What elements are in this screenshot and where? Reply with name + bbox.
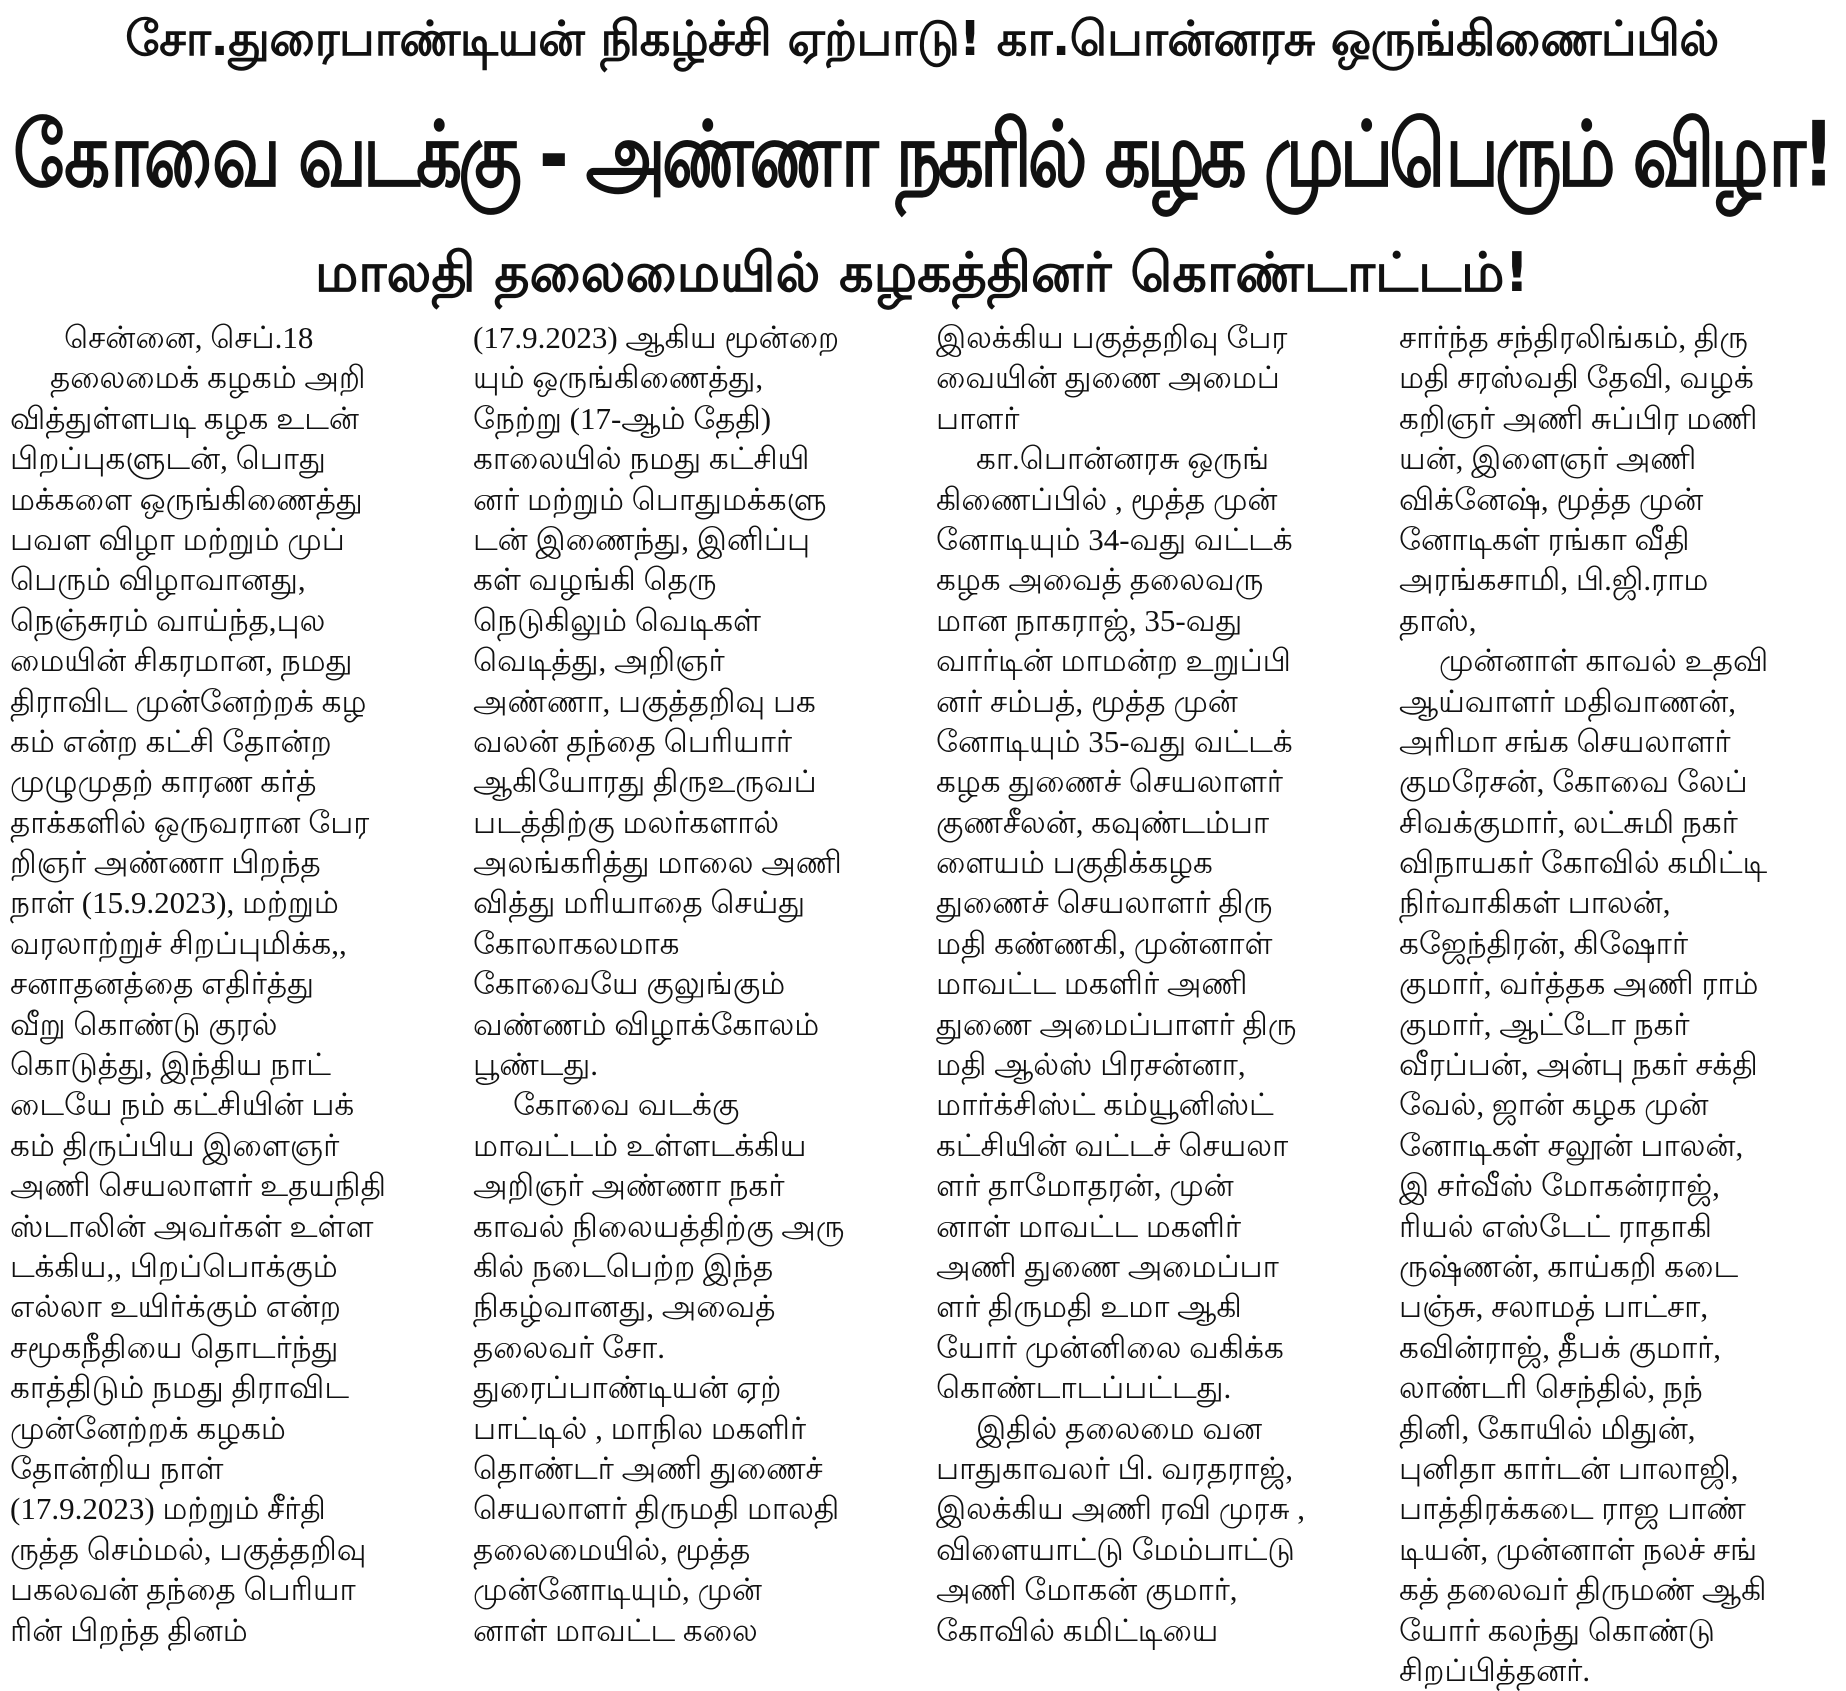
article-text-line: ருஷ்ணன், காய்கறி கடை <box>1399 1248 1739 1284</box>
article-text-line: காலையில் நமது கட்சியி <box>473 441 810 477</box>
article-text-line: விக்னேஷ், மூத்த முன் <box>1399 481 1704 517</box>
article-text-line: முன்னேற்றக் கழகம் <box>10 1410 286 1446</box>
article-text-line: பவள விழா மற்றும் முப் <box>10 521 345 557</box>
article-text-line: வெடித்து, அறிஞர் <box>473 643 725 679</box>
article-text-line: யன், இளைஞர் அணி <box>1399 441 1697 477</box>
article-text-line: அரங்கசாமி, பி.ஜி.ராம <box>1399 562 1709 598</box>
article-text-line: னாள் மாவட்ட மகளிர் <box>936 1208 1242 1244</box>
article-text-line: (17.9.2023) மற்றும் சீர்தி <box>10 1491 326 1527</box>
article-text-line: னர் மற்றும் பொதுமக்களு <box>473 481 827 517</box>
article-text-line: யோர் கலந்து கொண்டு <box>1399 1612 1716 1648</box>
article-text-line: தாக்களில் ஒருவரான பேர <box>10 804 370 840</box>
article-text-line: வலன் தந்தை பெரியார் <box>473 723 793 759</box>
article-text-line: சிவக்குமார், லட்சுமி நகர் <box>1399 804 1738 840</box>
article-text-line: தலைமைக் கழகம் அறி <box>50 360 366 396</box>
subheadline: மாலதி தலைமையில் கழகத்தினர் கொண்டாட்டம்! <box>314 241 1530 304</box>
article-text-line: செயலாளர் திருமதி மாலதி <box>473 1491 840 1527</box>
article-text-line: பிறப்புகளுடன், பொது <box>10 441 326 477</box>
article-text-line: யோர் முன்னிலை வகிக்க <box>936 1329 1284 1365</box>
article-text-line: நெடுகிலும் வெடிகள் <box>473 602 761 638</box>
article-text-line: கில் நடைபெற்ற இந்த <box>473 1248 774 1284</box>
article-text-line: கிணைப்பில் , மூத்த முன் <box>936 481 1278 517</box>
article-text-line: கா.பொன்னரசு ஒருங் <box>976 441 1270 477</box>
article-text-line: பகலவன் தந்தை பெரியா <box>10 1572 356 1608</box>
article-text-line: ருத்த செம்மல், பகுத்தறிவு <box>10 1531 367 1567</box>
article-text-line: நேற்று (17-ஆம் தேதி) <box>473 400 772 436</box>
article-text-line: கழக அவைத் தலைவரு <box>936 562 1264 598</box>
article-text-line: வண்ணம் விழாக்கோலம் <box>473 1006 820 1042</box>
article-text-line: இலக்கிய பகுத்தறிவு பேர <box>936 320 1288 355</box>
article-text-line: அறிஞர் அண்ணா நகர் <box>473 1168 785 1204</box>
article-text-line: காவல் நிலையத்திற்கு அரு <box>473 1208 845 1244</box>
article-text-line: இலக்கிய அணி ரவி முரசு , <box>936 1491 1305 1527</box>
article-text-line: சமூகநீதியை தொடர்ந்து <box>10 1329 339 1365</box>
article-text-line: மான நாகராஜ், 35-வது <box>936 602 1243 638</box>
article-text-line: கட்சியின் வட்டச் செயலா <box>936 1127 1289 1163</box>
article-text-line: றிஞர் அண்ணா பிறந்த <box>10 845 321 881</box>
article-text-line: மாவட்டம் உள்ளடக்கிய <box>473 1127 807 1163</box>
article-text-line: கொண்டாடப்பட்டது. <box>936 1370 1232 1406</box>
article-column-3 <box>936 318 1371 1691</box>
dateline: சென்னை, செப்.18 <box>64 320 314 355</box>
article-text-line: கோவில் கமிட்டியை <box>936 1612 1219 1648</box>
article-text-line: தலைவர் சோ. <box>473 1329 665 1365</box>
article-text-line: மாவட்ட மகளிர் அணி <box>936 966 1248 1002</box>
article-text-line: (17.9.2023) ஆகிய மூன்றை <box>473 320 840 355</box>
article-text-line: சனாதனத்தை எதிர்த்து <box>10 966 315 1002</box>
article-text-line: காத்திடும் நமது திராவிட <box>10 1370 350 1406</box>
article-text-line: தோன்றிய நாள் <box>10 1450 224 1486</box>
article-text-line: சிறப்பித்தனர். <box>1399 1652 1591 1688</box>
article-text-line: வித்து மரியாதை செய்து <box>473 885 806 921</box>
article-text-line: பாட்டில் , மாநில மகளிர் <box>473 1410 807 1446</box>
article-text-line: வீறு கொண்டு குரல் <box>10 1006 278 1042</box>
article-text-line: நிர்வாகிகள் பாலன், <box>1399 885 1671 921</box>
kicker-line: சோ.துரைபாண்டியன் நிகழ்ச்சி ஏற்பாடு! கா.பொன்னரசு ஒருங்கிணைப்பில் <box>125 11 1719 67</box>
article-text-line: னாள் மாவட்ட கலை <box>473 1612 758 1648</box>
article-text-line: பெரும் விழாவானது, <box>10 562 306 598</box>
article-column-1 <box>10 318 445 1691</box>
article-text-line: வார்டின் மாமன்ற உறுப்பி <box>936 643 1291 679</box>
article-text-line: தொண்டர் அணி துணைச் <box>473 1450 823 1486</box>
article-text-line: கறிஞர் அணி சுப்பிர மணி <box>1399 400 1758 436</box>
article-text-line: அண்ணா, பகுத்தறிவு பக <box>473 683 816 719</box>
article-text-line: ஆய்வாளர் மதிவாணன், <box>1399 683 1737 719</box>
article-text-line: வையின் துணை அமைப் <box>936 360 1280 396</box>
article-text-line: சார்ந்த சந்திரலிங்கம், திரு <box>1399 320 1748 355</box>
article-text-line: பாளர் <box>936 400 1020 436</box>
article-text-line: இ சர்வீஸ் மோகன்ராஜ், <box>1399 1168 1720 1204</box>
article-text-line: வீரப்பன், அன்பு நகர் சக்தி <box>1399 1047 1758 1083</box>
article-text-line: னோடியும் 34-வது வட்டக் <box>936 521 1293 557</box>
article-text-line: ஆகியோரது திருஉருவப் <box>473 764 817 800</box>
article-text-line: அணி செயலாளர் உதயநிதி <box>10 1168 386 1204</box>
article-text-line: மதி கண்ணகி, முன்னாள் <box>936 925 1273 961</box>
article-text-line: கோவை வடக்கு <box>513 1087 740 1123</box>
article-text-line: எல்லா உயிர்க்கும் என்ற <box>10 1289 341 1325</box>
article-text-line: ளர் திருமதி உமா ஆகி <box>936 1289 1242 1325</box>
article-text-line: னோடிகள் ரங்கா வீதி <box>1399 521 1690 557</box>
article-text-line: வேல், ஜான் கழக முன் <box>1399 1087 1709 1123</box>
article-text-line: துணைச் செயலாளர் திரு <box>936 885 1273 921</box>
article-text-line: பாத்திரக்கடை ராஜ பாண் <box>1399 1491 1746 1527</box>
article-text-line: அரிமா சங்க செயலாளர் <box>1399 723 1731 759</box>
article-text-line: கத் தலைவர் திருமண் ஆகி <box>1399 1572 1767 1608</box>
article-text-line: ரின் பிறந்த தினம் <box>10 1612 248 1648</box>
article-text-line: தலைமையில், மூத்த <box>473 1531 751 1567</box>
article-text-line: மார்க்சிஸ்ட் கம்யூனிஸ்ட் <box>936 1087 1274 1123</box>
article-text-line: ஸ்டாலின் அவர்கள் உள்ள <box>10 1208 374 1244</box>
article-text-line: திராவிட முன்னேற்றக் கழ <box>10 683 367 719</box>
article-text-line: கழக துணைச் செயலாளர் <box>936 764 1283 800</box>
article-text-line: கோவையே குலுங்கும் <box>473 966 786 1002</box>
article-text-line: மதி ஆல்ஸ் பிரசன்னா, <box>936 1047 1246 1083</box>
article-text-line: அணி துணை அமைப்பா <box>936 1248 1279 1284</box>
article-text-line: ளையம் பகுதிக்கழக <box>936 845 1213 881</box>
article-text-line: கம் திருப்பிய இளைஞர் <box>10 1127 340 1163</box>
article-column-4 <box>1399 318 1834 1691</box>
article-body <box>10 318 1834 1688</box>
article-text-line: பூண்டது. <box>473 1047 598 1083</box>
article-text-line: பாதுகாவலர் பி. வரதராஜ், <box>936 1450 1293 1486</box>
article-text-line: டையே நம் கட்சியின் பக் <box>10 1087 355 1123</box>
article-text-line: டன் இணைந்து, இனிப்பு <box>473 521 811 557</box>
article-column-2 <box>473 318 908 1691</box>
article-text-line: வரலாற்றுச் சிறப்புமிக்க,, <box>10 925 347 961</box>
article-text-line: பஞ்சு, சலாமத் பாட்சா, <box>1399 1289 1709 1325</box>
article-text-line: குமார், வர்த்தக அணி ராம் <box>1399 966 1759 1002</box>
article-text-line: அணி மோகன் குமார், <box>936 1572 1238 1608</box>
article-text-line: லாண்டரி செந்தில், நந் <box>1399 1370 1703 1406</box>
article-text-line: முன்னோடியும், முன் <box>473 1572 762 1608</box>
article-text-line: கோலாகலமாக <box>473 925 680 961</box>
article-text-line: ளர் தாமோதரன், முன் <box>936 1168 1234 1204</box>
article-text-line: குணசீலன், கவுண்டம்பா <box>936 804 1270 840</box>
article-text-line: படத்திற்கு மலர்களால் <box>473 804 780 840</box>
article-text-line: மையின் சிகரமான, நமது <box>10 643 353 679</box>
article-text-line: தாஸ், <box>1399 602 1477 638</box>
article-text-line: கஜேந்திரன், கிஷோர் <box>1399 925 1689 961</box>
article-text-line: குமரேசன், கோவை லேப் <box>1399 764 1748 800</box>
article-text-line: கம் என்ற கட்சி தோன்ற <box>10 723 332 759</box>
article-text-line: னோடியும் 35-வது வட்டக் <box>936 723 1293 759</box>
article-text-line: கொடுத்து, இந்திய நாட் <box>10 1047 331 1083</box>
article-text-line: விளையாட்டு மேம்பாட்டு <box>936 1531 1295 1567</box>
article-text-line: அலங்கரித்து மாலை அணி <box>473 845 842 881</box>
article-text-line: துணை அமைப்பாளர் திரு <box>936 1006 1297 1042</box>
article-text-line: நிகழ்வானது, அவைத் <box>473 1289 776 1325</box>
article-text-line: குமார், ஆட்டோ நகர் <box>1399 1006 1690 1042</box>
article-text-line: துரைப்பாண்டியன் ஏற் <box>473 1370 782 1406</box>
article-text-line: இதில் தலைமை வன <box>976 1410 1263 1446</box>
article-text-line: மதி சரஸ்வதி தேவி, வழக் <box>1399 360 1754 396</box>
article-text-line: நாள் (15.9.2023), மற்றும் <box>10 885 339 921</box>
article-text-line: டியன், முன்னாள் நலச் சங் <box>1399 1531 1758 1567</box>
article-text-line: விநாயகர் கோவில் கமிட்டி <box>1399 845 1768 881</box>
article-text-line: நெஞ்சுரம் வாய்ந்த,புல <box>10 602 326 638</box>
article-text-line: கவின்ராஜ், தீபக் குமார், <box>1399 1329 1722 1365</box>
article-text-line: வித்துள்ளபடி கழக உடன் <box>10 400 359 436</box>
article-text-line: தினி, கோயில் மிதுன், <box>1399 1410 1696 1446</box>
article-text-line: ரியல் எஸ்டேட் ராதாகி <box>1399 1208 1712 1244</box>
article-text-line: புனிதா கார்டன் பாலாஜி, <box>1399 1450 1739 1486</box>
article-text-line: முன்னாள் காவல் உதவி <box>1439 643 1769 679</box>
article-text-line: னர் சம்பத், மூத்த முன் <box>936 683 1238 719</box>
article-text-line: மக்களை ஒருங்கிணைத்து <box>10 481 363 517</box>
article-text-line: டக்கிய,, பிறப்பொக்கும் <box>10 1248 338 1284</box>
headline: கோவை வடக்கு - அண்ணா நகரில் கழக முப்பெரும் விழா! <box>13 101 1831 207</box>
article-text-line: கள் வழங்கி தெரு <box>473 562 717 598</box>
article-text-line: னோடிகள் சலூன் பாலன், <box>1399 1127 1744 1163</box>
article-text-line: யும் ஒருங்கிணைத்து, <box>473 360 764 396</box>
article-text-line: முழுமுதற் காரண கர்த் <box>10 764 317 800</box>
